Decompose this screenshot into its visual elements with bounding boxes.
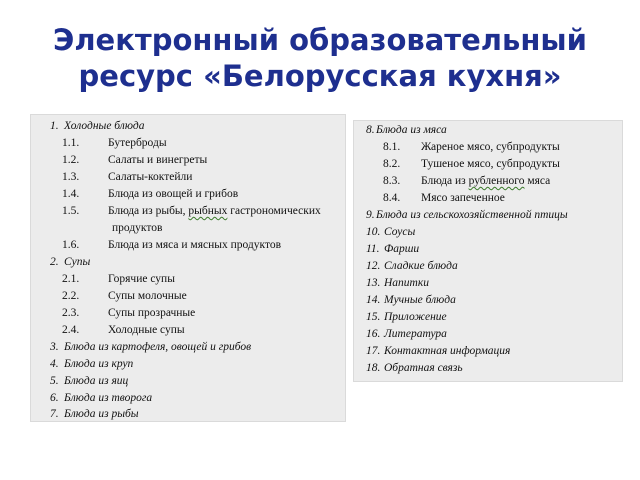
- section-label: Холодные блюда: [64, 120, 145, 132]
- subsection-label: Мясо запеченное: [421, 192, 505, 204]
- section-label: Блюда из рыбы: [64, 408, 139, 420]
- section-label: Напитки: [384, 277, 429, 289]
- section-number: 12.: [366, 260, 381, 272]
- section-label: Литература: [384, 328, 447, 340]
- subsection-clear-soups[interactable]: [31, 305, 345, 322]
- title-line-1: Электронный образовательный: [53, 23, 587, 57]
- section-contacts[interactable]: [354, 343, 622, 360]
- subsection-number: 8.3.: [383, 175, 401, 187]
- section-drinks[interactable]: [354, 275, 622, 292]
- section-stuffings[interactable]: [354, 241, 622, 258]
- subsection-number: 2.1.: [62, 273, 80, 285]
- subsection-number: 1.3.: [62, 171, 80, 183]
- section-number: 4.: [50, 358, 59, 370]
- subsection-fried-meat[interactable]: [354, 139, 622, 156]
- section-number: 1.: [50, 120, 59, 132]
- title-line-2: ресурс «Белорусская кухня»: [78, 59, 562, 93]
- section-number: 15.: [366, 311, 381, 323]
- section-potato-vegetables[interactable]: [31, 339, 345, 356]
- section-number: 9.: [366, 209, 375, 221]
- section-fish[interactable]: [31, 406, 345, 423]
- section-number: 14.: [366, 294, 381, 306]
- subsection-label: Блюда из рубленного мяса: [421, 175, 551, 187]
- subsection-number: 2.2.: [62, 290, 80, 302]
- contents-panel-right: [353, 120, 623, 382]
- subsection-milk-soups[interactable]: [31, 288, 345, 305]
- subsection-stewed-meat[interactable]: [354, 156, 622, 173]
- section-label: Соусы: [384, 226, 416, 238]
- section-label: Блюда из мяса: [376, 124, 447, 136]
- section-soups[interactable]: [31, 254, 345, 271]
- subsection-label: Супы прозрачные: [108, 307, 196, 319]
- section-sauces[interactable]: [354, 224, 622, 241]
- section-number: 3.: [50, 341, 59, 353]
- section-label: Блюда из круп: [64, 358, 134, 370]
- subsection-number: 2.4.: [62, 324, 80, 336]
- subsection-label: Холодные супы: [108, 324, 185, 336]
- section-number: 2.: [50, 256, 59, 268]
- section-poultry[interactable]: [354, 207, 622, 224]
- section-label: Сладкие блюда: [384, 260, 458, 272]
- page-title: [0, 22, 640, 94]
- subsection-number: 1.2.: [62, 154, 80, 166]
- subsection-cold-soups[interactable]: [31, 322, 345, 339]
- section-number: 5.: [50, 375, 59, 387]
- subsection-baked-meat[interactable]: [354, 190, 622, 207]
- section-number: 17.: [366, 345, 381, 357]
- section-label: Мучные блюда: [384, 294, 456, 306]
- subsection-label: Бутерброды: [108, 137, 167, 149]
- subsection-meat-products[interactable]: [31, 237, 345, 254]
- section-number: 6.: [50, 392, 59, 404]
- subsection-number: 2.3.: [62, 307, 80, 319]
- section-eggs[interactable]: [31, 373, 345, 390]
- subsection-label: Блюда из овощей и грибов: [108, 188, 239, 200]
- section-label: Приложение: [384, 311, 447, 323]
- subsection-label: Салаты и винегреты: [108, 154, 208, 166]
- subsection-label: Жареное мясо, субпродукты: [421, 141, 560, 153]
- section-label: Блюда из яиц: [64, 375, 129, 387]
- section-label: Блюда из творога: [64, 392, 153, 404]
- subsection-minced-meat[interactable]: [354, 173, 622, 190]
- section-flour-dishes[interactable]: [354, 292, 622, 309]
- section-number: 7.: [50, 408, 59, 420]
- section-label: Супы: [64, 256, 91, 268]
- subsection-label: Салаты-коктейли: [108, 171, 193, 183]
- section-cereals[interactable]: [31, 356, 345, 373]
- subsection-number: 1.5.: [62, 205, 80, 217]
- subsection-hot-soups[interactable]: [31, 271, 345, 288]
- section-number: 16.: [366, 328, 381, 340]
- section-meat[interactable]: [354, 122, 622, 139]
- subsection-label: Блюда из рыбы, рыбных гастрономических: [108, 205, 321, 217]
- section-number: 10.: [366, 226, 381, 238]
- section-feedback[interactable]: [354, 360, 622, 377]
- section-number: 8.: [366, 124, 375, 136]
- section-appendix[interactable]: [354, 309, 622, 326]
- subsection-fish-products[interactable]: [31, 203, 345, 220]
- subsection-label: Горячие супы: [108, 273, 175, 285]
- subsection-label: Супы молочные: [108, 290, 187, 302]
- subsection-salad-cocktails[interactable]: [31, 169, 345, 186]
- section-number: 18.: [366, 362, 381, 374]
- section-literature[interactable]: [354, 326, 622, 343]
- subsection-number: 1.1.: [62, 137, 80, 149]
- section-label: Контактная информация: [384, 345, 511, 357]
- subsection-fish-products-cont[interactable]: [31, 220, 345, 237]
- section-label: Блюда из картофеля, овощей и грибов: [64, 341, 252, 353]
- subsection-label-continued: продуктов: [112, 222, 163, 234]
- section-label: Блюда из сельскохозяйственной птицы: [376, 209, 568, 221]
- section-label: Обратная связь: [384, 362, 463, 374]
- subsection-number: 8.2.: [383, 158, 401, 170]
- section-desserts[interactable]: [354, 258, 622, 275]
- section-number: 11.: [366, 243, 380, 255]
- subsection-number: 1.6.: [62, 239, 80, 251]
- subsection-label: Тушеное мясо, субпродукты: [421, 158, 560, 170]
- contents-panel-left: [30, 114, 346, 422]
- subsection-number: 8.4.: [383, 192, 401, 204]
- section-label: Фарши: [384, 243, 420, 255]
- subsection-label: Блюда из мяса и мясных продуктов: [108, 239, 282, 251]
- subsection-number: 8.1.: [383, 141, 401, 153]
- subsection-number: 1.4.: [62, 188, 80, 200]
- subsection-vegetables-mushrooms[interactable]: [31, 186, 345, 203]
- section-cold-dishes[interactable]: [31, 118, 345, 135]
- subsection-sandwiches[interactable]: [31, 135, 345, 152]
- section-number: 13.: [366, 277, 381, 289]
- subsection-salads[interactable]: [31, 152, 345, 169]
- section-cottage-cheese[interactable]: [31, 390, 345, 407]
